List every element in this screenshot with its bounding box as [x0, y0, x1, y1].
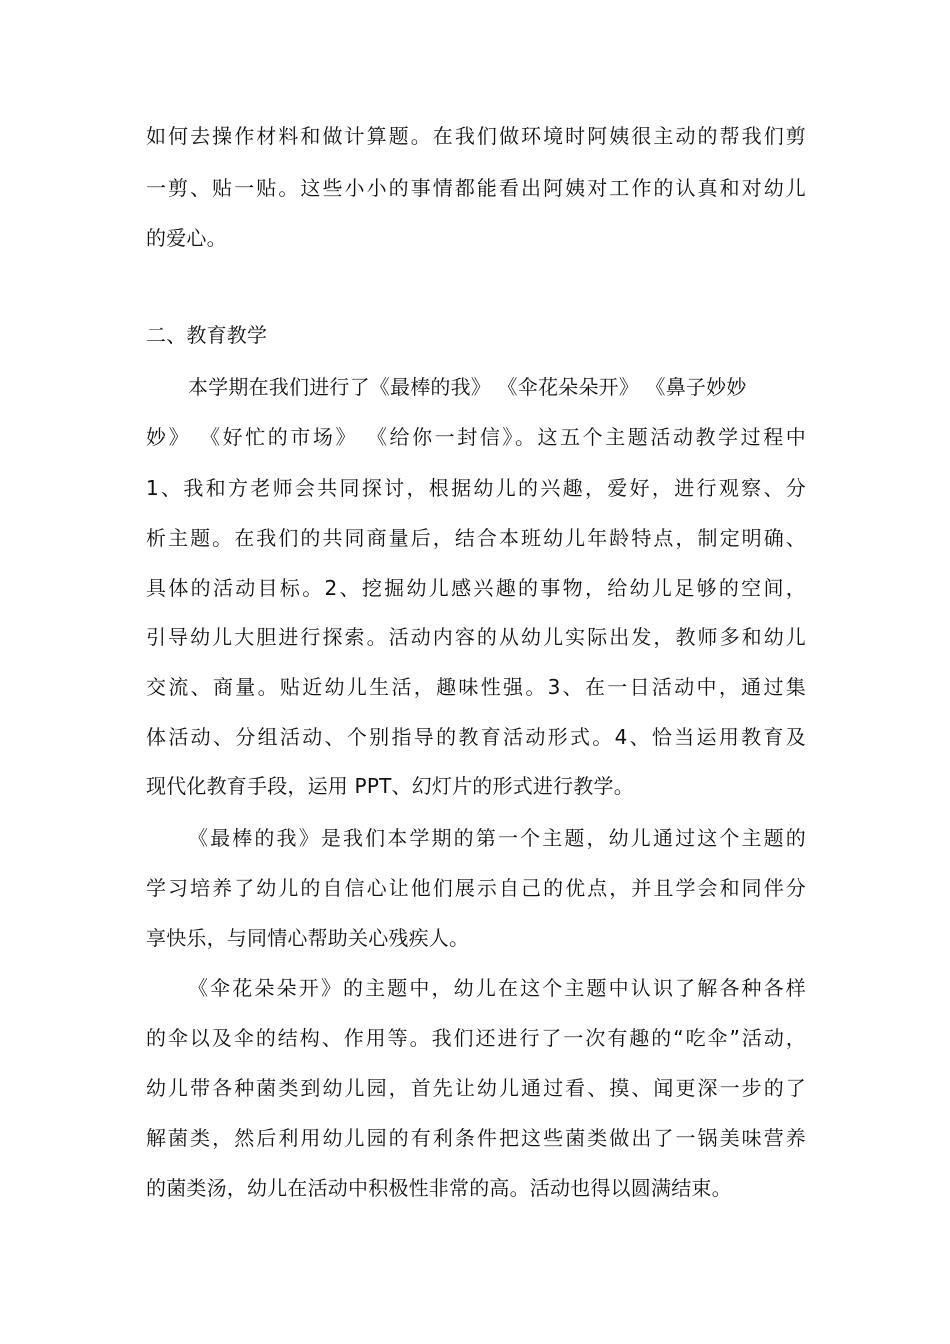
text-line: 的伞以及伞的结构、作用等。我们还进行了一次有趣的“吃伞”活动， — [146, 1026, 806, 1050]
text-line: 学习培养了幼儿的自信心让他们展示自己的优点，并且学会和同伴分 — [146, 876, 806, 900]
text-line: 1、我和方老师会共同探讨，根据幼儿的兴趣，爱好，进行观察、分 — [146, 476, 806, 500]
text-line: 幼儿带各种菌类到幼儿园，首先让幼儿通过看、摸、闻更深一步的了 — [146, 1076, 806, 1100]
text-line: 引导幼儿大胆进行探索。活动内容的从幼儿实际出发，教师多和幼儿 — [146, 625, 806, 649]
text-line: 一剪、贴一贴。这些小小的事情都能看出阿姨对工作的认真和对幼儿 — [146, 176, 806, 200]
text-line: 具体的活动目标。2、挖掘幼儿感兴趣的事物，给幼儿足够的空间， — [146, 576, 806, 600]
text-line: 的爱心。 — [146, 226, 227, 250]
text-line: 的菌类汤，幼儿在活动中积极性非常的高。活动也得以圆满结束。 — [146, 1176, 732, 1200]
text-line: 解菌类，然后利用幼儿园的有利条件把这些菌类做出了一锅美味营养 — [146, 1126, 806, 1150]
text-line: 《伞花朵朵开》的主题中，幼儿在这个主题中认识了解各种各样 — [188, 976, 806, 1000]
text-line: 现代化教育手段，运用 PPT、幻灯片的形式进行教学。 — [146, 774, 634, 798]
section-heading: 二、教育教学 — [146, 323, 268, 347]
text-line: 析主题。在我们的共同商量后，结合本班幼儿年龄特点，制定明确、 — [146, 526, 806, 550]
text-line: 本学期在我们进行了《最棒的我》 《伞花朵朵开》 《鼻子妙妙 — [188, 375, 747, 399]
text-line: 如何去操作材料和做计算题。在我们做环境时阿姨很主动的帮我们剪 — [146, 124, 806, 148]
text-line: 《最棒的我》是我们本学期的第一个主题，幼儿通过这个主题的 — [188, 826, 806, 850]
text-line: 享快乐，与同情心帮助关心残疾人。 — [146, 926, 470, 950]
text-line: 体活动、分组活动、个别指导的教育活动形式。4、恰当运用教育及 — [146, 725, 806, 749]
text-line: 妙》 《好忙的市场》 《给你一封信》。这五个主题活动教学过程中 — [146, 425, 806, 449]
text-line: 交流、商量。贴近幼儿生活，趣味性强。3、在一日活动中，通过集 — [146, 675, 806, 699]
